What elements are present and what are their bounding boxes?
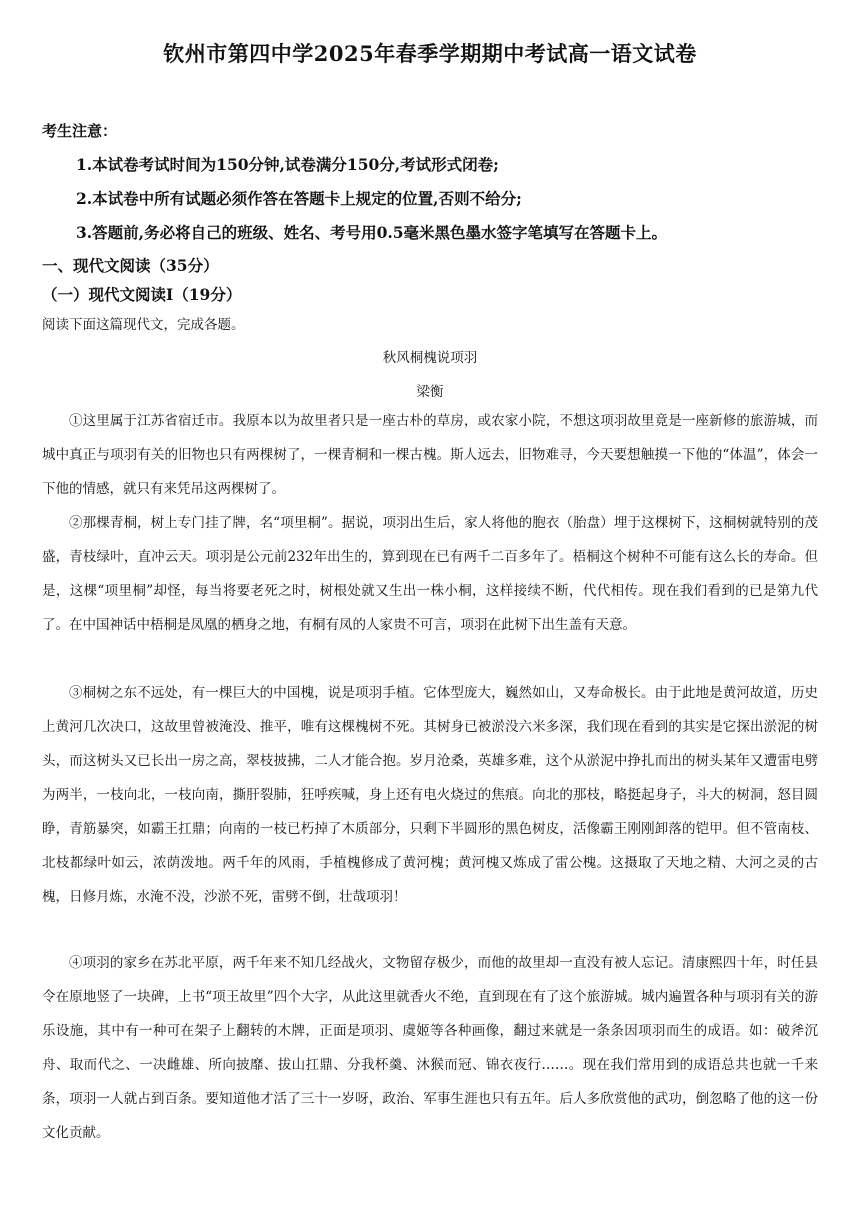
notice-heading: 考生注意： <box>42 122 118 140</box>
exam-title: 钦州市第四中学2025年春季学期期中考试高一语文试卷 <box>163 41 697 66</box>
article-paragraph-2: ②那棵青桐，树上专门挂了牌，名“项里桐”。据说，项羽出生后，家人将他的胞衣（胎盘）埋于这棵树下，这桐树就特别的茂盛，青枝绿叶，直冲云天。项羽是公元前232年出生的，算到现在已有两千二百多年了。梧桐这个树种不可能有这么长的寿命。但是，这棵“项里桐”却怪，每当将要老死之时，树根处就又生出一株小桐，这样接续不断，代代相传。现在我们看到的已是第九代了。在中国神话中梧桐是凤凰的栖身之地，有桐有凤的人家贵不可言，项羽在此树下出生盖有天意。 <box>42 515 818 633</box>
article-author: 梁衡 <box>416 384 444 400</box>
reading-instruction: 阅读下面这篇现代文，完成各题。 <box>42 317 245 333</box>
article-paragraph-3: ③桐树之东不远处，有一棵巨大的中国槐，说是项羽手植。它体型庞大，巍然如山，又寿命极长。由于此地是黄河故道，历史上黄河几次决口，这故里曾被淹没、推平，唯有这棵槐树不死。其树身已被淤没六米多深，我们现在看到的其实是它探出淤泥的树头，而这树头又已长出一房之高，翠枝披拂，二人才能合抱。岁月沧桑，英雄多难，这个从淤泥中挣扎而出的树头某年又遭雷电劈为两半，一枝向北，一枝向南，撕肝裂肺，狂呼疾喊，身上还有电火烧过的焦痕。向北的那枝，略挺起身子，斗大的树洞，怒目圆睁，青筋暴突，如霸王扛鼎；向南的一枝已朽掉了木质部分，只剩下半圆形的黑色树皮，活像霸王刚刚卸落的铠甲。但不管南枝、北枝都绿叶如云，浓荫泼地。两千年的风雨，手植槐修成了黄河槐；黄河槐又炼成了雷公槐。这摄取了天地之精、大河之灵的古槐，日修月炼，水淹不没，沙淤不死，雷劈不倒，壮哉项羽！ <box>42 685 818 905</box>
subsection-heading-reading-1: （一）现代文阅读Ⅰ（19分） <box>42 285 242 304</box>
article-title: 秋风桐槐说项羽 <box>382 350 478 366</box>
article-paragraph-4: ④项羽的家乡在苏北平原，两千年来不知几经战火，文物留存极少，而他的故里却一直没有被人忘记。清康熙四十年，时任县令在原地竖了一块碑，上书“项王故里”四个大字，从此这里就香火不绝，直到现在有了这个旅游城。城内遍置各种与项羽有关的游乐设施，其中有一种可在架子上翻转的木牌，正面是项羽、虞姬等各种画像，翻过来就是一条条因项羽而生的成语。如：破斧沉舟、取而代之、一决雌雄、所向披靡、拔山扛鼎、分我杯羹、沐猴而冠、锦衣夜行……。现在我们常用到的成语总共也就一千来条，项羽一人就占到百条。要知道他才活了三十一岁呀，政治、军事生涯也只有五年。后人多欣赏他的武功，倒忽略了他的这一份文化贡献。 <box>42 955 818 1141</box>
notice-item-2: 2.本试卷中所有试题必须作答在答题卡上规定的位置,否则不给分; <box>76 189 522 208</box>
section-heading-modern-reading: 一、现代文阅读（35分） <box>42 256 219 275</box>
article-paragraph-1: ①这里属于江苏省宿迁市。我原本以为故里者只是一座古朴的草房，或农家小院，不想这项羽故里竟是一座新修的旅游城，而城中真正与项羽有关的旧物也只有两棵树了，一棵青桐和一棵古槐。斯人远去，旧物难寻，今天要想触摸一下他的“体温”，体会一下他的情感，就只有来凭吊这两棵树了。 <box>42 413 818 497</box>
notice-item-3: 3.答题前,务必将自己的班级、姓名、考号用0.5毫米黑色墨水签字笔填写在答题卡上。 <box>76 223 668 242</box>
notice-item-1: 1.本试卷考试时间为150分钟,试卷满分150分,考试形式闭卷; <box>76 155 499 174</box>
